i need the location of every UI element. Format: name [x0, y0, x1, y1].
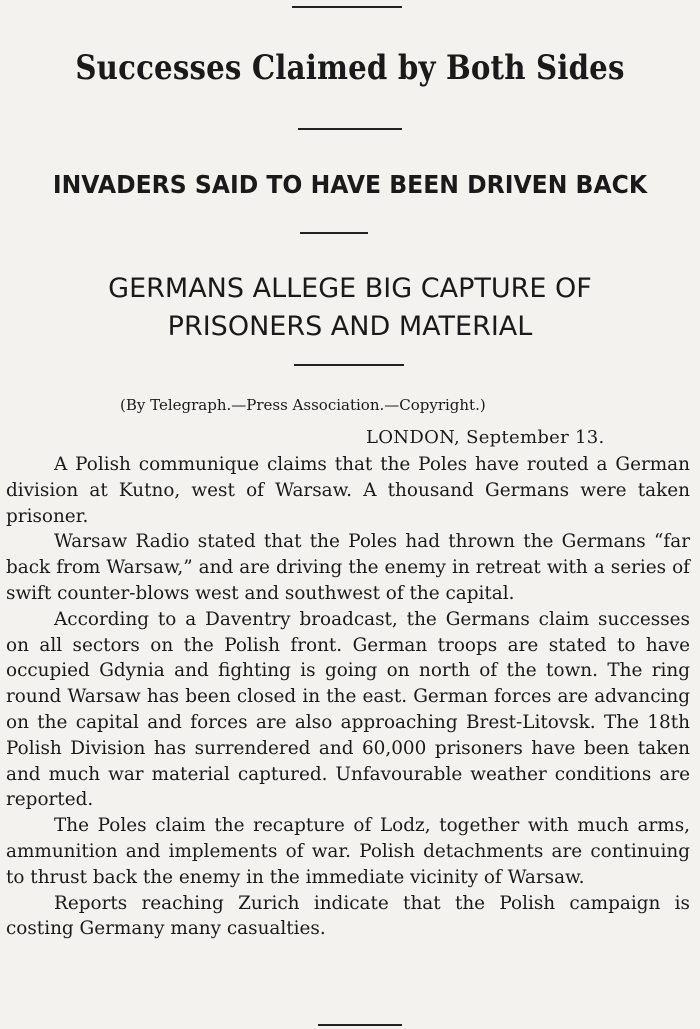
bottom-rule [318, 1024, 402, 1026]
paragraph: Warsaw Radio stated that the Poles had thrown the Germans “far back from Warsaw,” and are driving the enemy in retreat with a series of swift counter-blows west and southwest of the capital. [6, 531, 690, 604]
paragraph: A Polish communique claims that the Poles have routed a German division at Kutno, west of Warsaw. A thousand Germans were taken prisoner. [6, 454, 690, 527]
paragraph: The Poles claim the recapture of Lodz, together with much arms, ammunition and implements of war. Polish detachments are continuing to thrust back the enemy in the immediate vicinity of Warsaw. [6, 815, 690, 888]
article-body [6, 452, 690, 942]
wire-credit: (By Telegraph.—Press Association.—Copyright.) [120, 396, 486, 414]
paragraph: According to a Daventry broadcast, the Germans claim successes on all sectors on the Polish front. German troops are stated to have occupied Gdynia and fighting is going on north of the town. The ring round Warsaw has been closed in the east. German forces are advancing on the capital and forces are also approaching Brest-Litovsk. The 18th Polish Division has surrendered and 60,000 prisoners have been taken and much war material captured. Unfavourable weather conditions are reported. [6, 608, 690, 811]
sub-headline: INVADERS SAID TO HAVE BEEN DRIVEN BACK [52, 170, 648, 199]
headline-divider-3 [294, 364, 404, 366]
paragraph: Reports reaching Zurich indicate that the Polish campaign is costing Germany many casualties. [6, 892, 690, 940]
main-headline: Successes Claimed by Both Sides [75, 48, 625, 88]
deck-headline [0, 270, 700, 346]
headline-divider-1 [298, 128, 402, 130]
top-rule [292, 6, 402, 8]
headline-divider-2 [300, 232, 368, 234]
dateline: LONDON, September 13. [366, 427, 605, 448]
deck-line-2: PRISONERS AND MATERIAL [167, 311, 533, 342]
deck-line-1: GERMANS ALLEGE BIG CAPTURE OF [108, 273, 592, 304]
